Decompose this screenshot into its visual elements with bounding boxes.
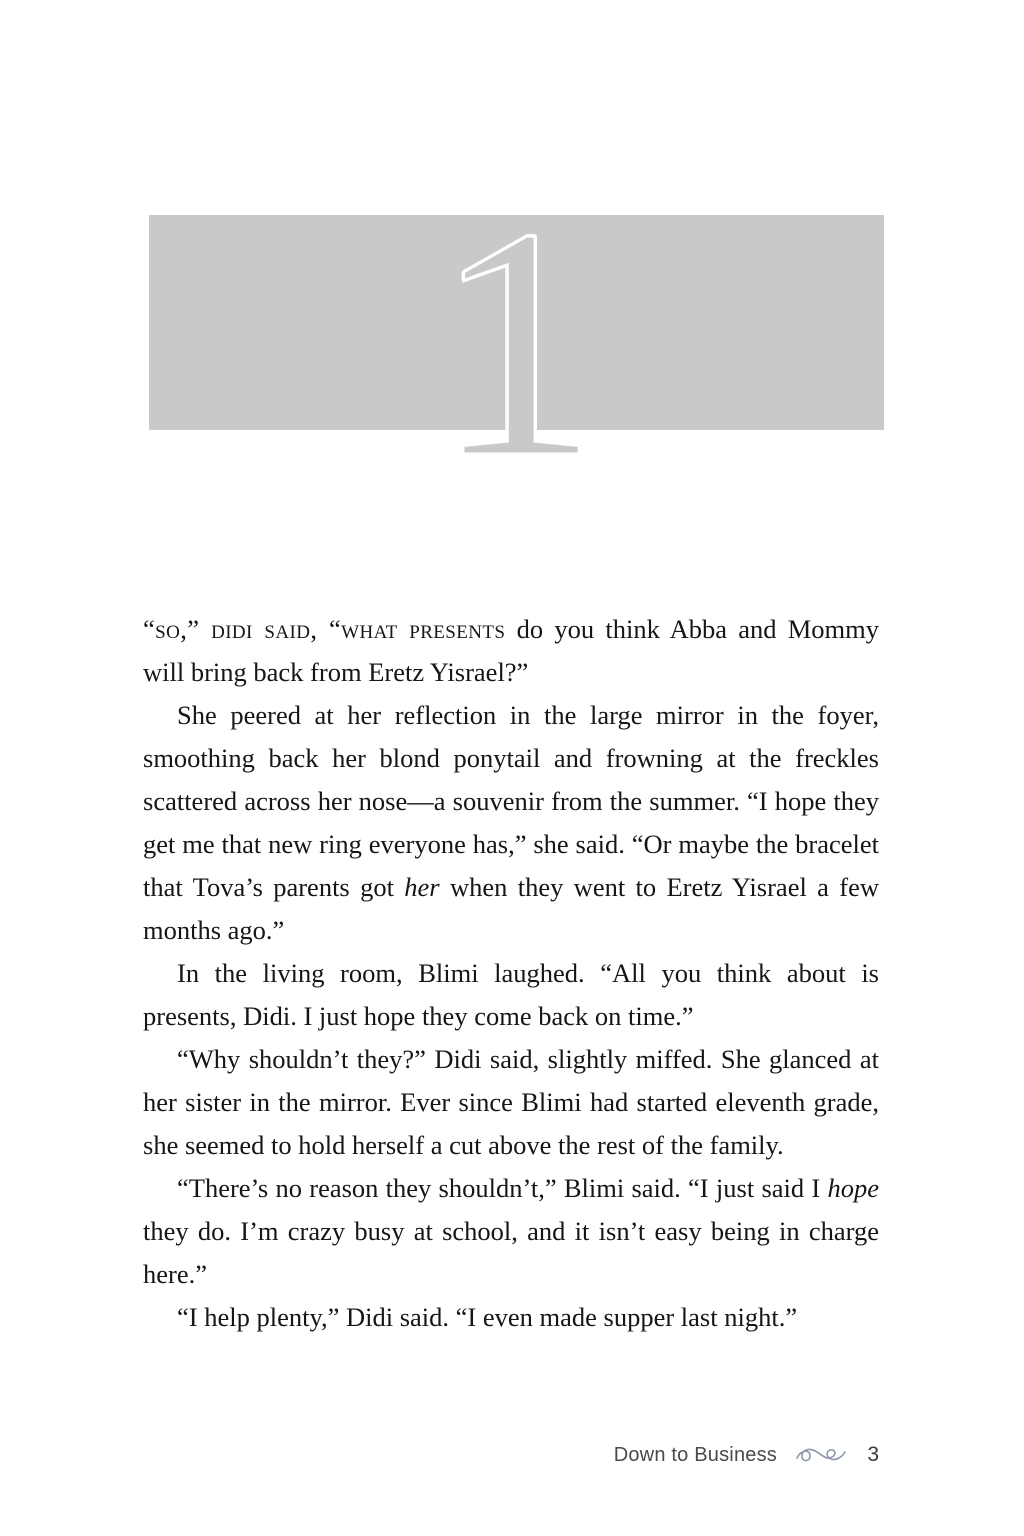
- body-text: [143, 608, 879, 1339]
- text-run: they do. I’m crazy busy at school, and it isn’t easy being in charge here.”: [143, 1216, 879, 1289]
- emphasis-text: her: [404, 872, 440, 902]
- paragraph: [143, 694, 879, 952]
- page-number: 3: [867, 1443, 879, 1466]
- emphasis-text: hope: [827, 1173, 879, 1203]
- page-footer: [143, 1438, 879, 1472]
- paragraph: [143, 608, 879, 694]
- paragraph: [143, 952, 879, 1038]
- text-run: “There’s no reason they shouldn’t,” Blimi said. “I just said I: [177, 1173, 828, 1203]
- text-run: She peered at her reflection in the large mirror in the foyer, smoothing back her blond ponytail and frowning at the freckles scattered across her nose—a souvenir from the summer. “I hope they get me that new ring everyone has,” she said. “Or maybe the bracelet that Tova’s parents got: [143, 700, 879, 902]
- chapter-banner: [149, 161, 884, 526]
- paragraph: [143, 1038, 879, 1167]
- footer-book-title: Down to Business: [613, 1443, 777, 1466]
- text-run: In the living room, Blimi laughed. “All you think about is presents, Didi. I just hope they come back on time.”: [143, 958, 879, 1031]
- text-run: when they went to Eretz Yisrael a few months ago.”: [143, 872, 879, 945]
- flourish-ornament-icon: [795, 1445, 847, 1465]
- text-run: “Why shouldn’t they?” Didi said, slightly miffed. She glanced at her sister in the mirror. Ever since Blimi had started eleventh grade, she seemed to hold herself a cut above the rest of the family.: [143, 1044, 879, 1160]
- text-run: do you think Abba and Mommy will bring back from Eretz Yisrael?”: [143, 614, 879, 687]
- paragraph: [143, 1296, 879, 1339]
- chapter-number: 1: [434, 161, 599, 526]
- small-caps-opening: “so,” didi said, “what presents: [143, 614, 506, 644]
- paragraph: [143, 1167, 879, 1296]
- text-run: “I help plenty,” Didi said. “I even made supper last night.”: [177, 1302, 798, 1332]
